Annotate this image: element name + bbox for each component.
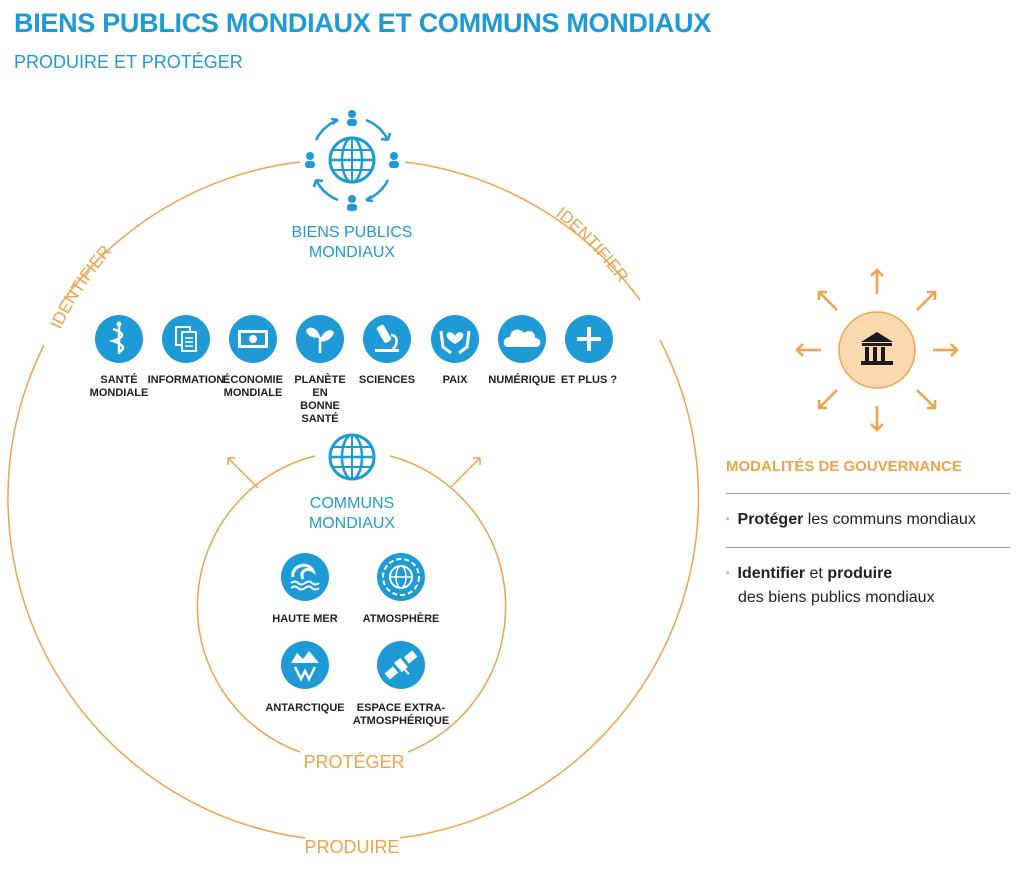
bullet-icon: •	[726, 568, 730, 579]
label-paix	[420, 374, 490, 387]
outer-ring-label-right: IDENTIFIER	[552, 203, 633, 286]
label-line: HAUTE MER	[272, 613, 338, 625]
cloud-icon	[498, 315, 546, 363]
commons-heading-line1: COMMUNS	[309, 495, 395, 512]
label-line: PLANÈTE	[294, 374, 346, 386]
sprout-icon	[296, 315, 344, 363]
commons-heading-line2: MONDIAUX	[308, 515, 396, 532]
inner-ring-label-bottom: PROTÉGER	[303, 752, 405, 772]
divider	[726, 493, 1010, 494]
commons-heading	[272, 494, 432, 534]
label-line: ÉCONOMIE	[223, 374, 283, 386]
governance-item-bold: produire	[827, 565, 893, 583]
label-information	[146, 374, 226, 387]
iceberg-icon	[281, 641, 329, 689]
plus-icon	[565, 315, 613, 363]
label-line: BONNE	[300, 400, 340, 412]
label-atmosphere	[356, 613, 446, 626]
label-line: EN	[312, 387, 328, 399]
label-espace-extra-atmospherique	[348, 702, 454, 728]
governance-item-text: et	[805, 565, 828, 583]
label-economie-mondiale	[218, 374, 288, 400]
microscope-icon	[363, 315, 411, 363]
caduceus-icon	[95, 315, 143, 363]
satellite-icon	[353, 617, 448, 712]
wave-icon	[281, 553, 329, 601]
label-line: ATMOSPHÉRIQUE	[352, 715, 450, 727]
governance-item-bold: Identifier	[737, 565, 806, 583]
divider	[726, 547, 1010, 548]
label-line: SCIENCES	[358, 374, 416, 386]
public-goods-heading-line1: BIENS PUBLICS	[291, 224, 413, 241]
label-line: MONDIALE	[89, 387, 149, 399]
governance-item-text: les communs mondiaux	[803, 511, 976, 529]
label-numerique	[487, 374, 557, 387]
label-line: SANTÉ	[301, 413, 339, 425]
page-title: BIENS PUBLICS MONDIAUX ET COMMUNS MONDIAUX	[14, 8, 711, 38]
banknote-icon	[229, 315, 277, 363]
atmosphere-globe-icon	[377, 553, 425, 601]
governance-item-line2: des biens publics mondiaux	[738, 589, 935, 607]
governance-item-bold: Protéger	[737, 511, 804, 529]
governance-item-identifier-produire	[726, 562, 935, 610]
globe-people-cycle-icon	[305, 110, 399, 211]
label-line: INFORMATION	[147, 374, 225, 386]
label-line: PAIX	[442, 374, 468, 386]
bullet-icon: •	[726, 514, 730, 525]
label-line: ANTARCTIQUE	[265, 702, 345, 714]
label-antarctique	[256, 702, 354, 715]
label-line: ESPACE EXTRA-	[356, 702, 446, 714]
hands-heart-icon	[431, 315, 479, 363]
governance-sun-icon	[797, 270, 957, 430]
governance-item-proteger	[726, 508, 976, 532]
label-haute-mer	[260, 613, 350, 626]
label-sciences	[352, 374, 422, 387]
documents-icon	[162, 315, 210, 363]
page-subtitle: PRODUIRE ET PROTÉGER	[14, 52, 243, 72]
label-line: ATMOSPHÈRE	[362, 613, 440, 625]
label-planete-bonne-sante	[285, 374, 355, 426]
outer-ring-label-left: IDENTIFIER	[46, 241, 116, 332]
governance-title: MODALITÉS DE GOUVERNANCE	[726, 458, 962, 475]
outer-ring-label-bottom: PRODUIRE	[304, 837, 400, 857]
label-line: ET PLUS ?	[560, 374, 618, 386]
public-goods-heading	[272, 223, 432, 263]
label-line: MONDIALE	[223, 387, 283, 399]
commons-globe-icon	[330, 435, 374, 479]
label-line: NUMÉRIQUE	[488, 374, 556, 386]
public-goods-heading-line2: MONDIAUX	[308, 244, 396, 261]
label-sante-mondiale	[84, 374, 154, 400]
label-et-plus	[554, 374, 624, 387]
label-line: SANTÉ	[100, 374, 138, 386]
